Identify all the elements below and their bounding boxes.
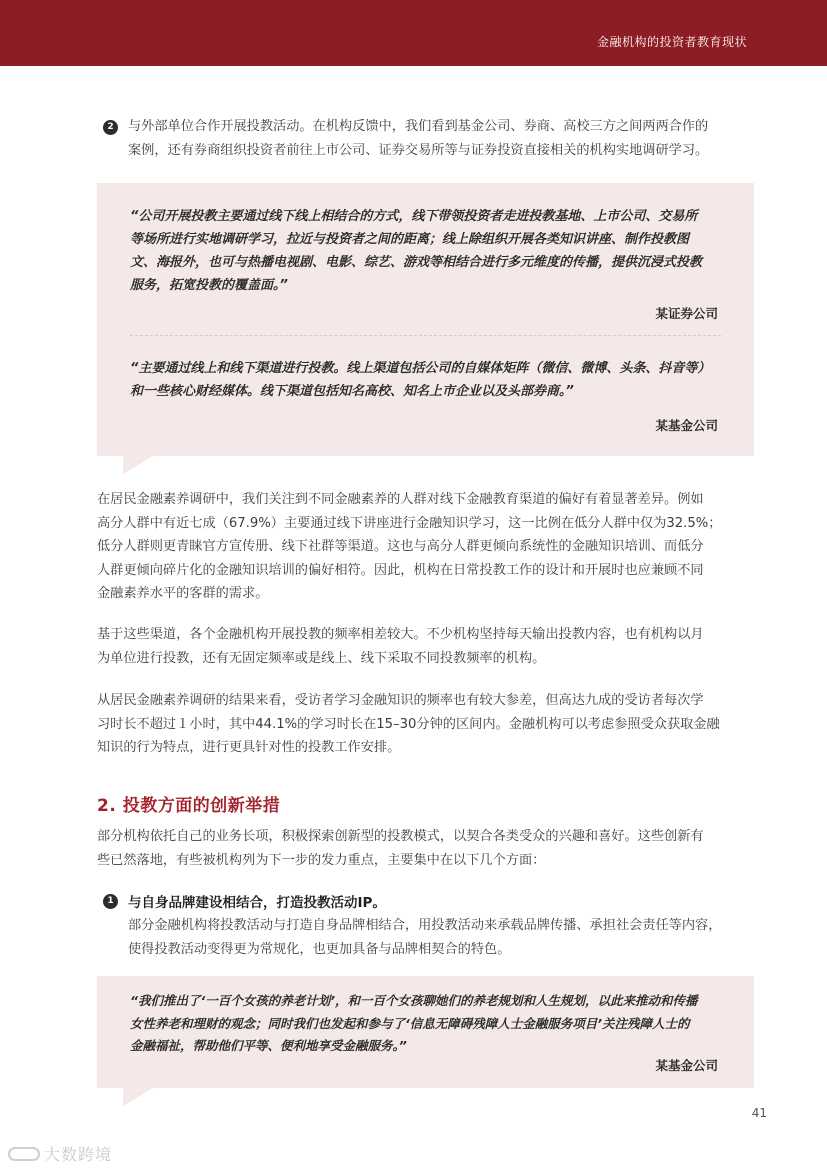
quote-line: 文、海报外，也可与热播电视剧、电影、综艺、游戏等相结合进行多元维度的传播，提供沉浸式投教	[130, 255, 703, 270]
text-line: 高分人群中有近七成（67.9%）主要通过线下讲座进行金融知识学习，这一比例在低分人群中仅为32.5%；	[97, 515, 722, 531]
quote-box	[97, 976, 754, 1088]
paragraph	[97, 623, 757, 670]
item-title: 与自身品牌建设相结合，打造投教活动IP。	[128, 895, 386, 911]
quote-line: “我们推出了‘一百个女孩的养老计划’，和一百个女孩聊她们的养老规划和人生规划，以此来推动和传播	[130, 993, 698, 1008]
header-title: 金融机构的投资者教育现状	[596, 35, 747, 49]
item-number-badge: 1	[103, 894, 118, 909]
text-line: 使得投教活动变得更为常规化，也更加具备与品牌相契合的特色。	[128, 941, 511, 957]
quote-tail	[123, 456, 153, 474]
quote-source: 某基金公司	[655, 1058, 718, 1073]
quote-line: 服务，拓宽投教的覆盖面。”	[130, 278, 288, 293]
item1-text	[128, 914, 758, 961]
quote-line: “主要通过线上和线下渠道进行投教。线上渠道包括公司的自媒体矩阵（微信、微博、头条、抖音等）	[130, 361, 711, 376]
text-line: 为单位进行投教，还有无固定频率或是线上、线下采取不同投教频率的机构。	[97, 650, 546, 666]
quote-line: 和一些核心财经媒体。线下渠道包括知名高校、知名上市企业以及头部券商。”	[130, 384, 574, 399]
quote-divider	[130, 335, 721, 336]
quote-tail	[123, 1088, 153, 1106]
quote-source: 某证券公司	[655, 306, 718, 321]
watermark	[8, 1142, 112, 1165]
text-line: 些已然落地，有些被机构列为下一步的发力重点，主要集中在以下几个方面：	[97, 852, 546, 868]
quote-text	[130, 990, 698, 1058]
text-line: 人群更倾向碎片化的金融知识培训的偏好相符。因此，机构在日常投教工作的设计和开展时也应兼顾不同	[97, 562, 704, 578]
paragraph	[97, 689, 757, 760]
item2-text	[128, 115, 758, 162]
quote-text	[130, 205, 702, 297]
text-line: 案例，还有券商组织投资者前往上市公司、证券交易所等与证券投资直接相关的机构实地调研学习。	[128, 142, 709, 158]
text-line: 知识的行为特点，进行更具针对性的投教工作安排。	[97, 740, 401, 755]
quote-line: “公司开展投教主要通过线下线上相结合的方式，线下带领投资者走进投教基地、上市公司、交易所	[130, 209, 698, 224]
quote-box	[97, 183, 754, 456]
paragraph	[97, 488, 757, 606]
watermark-text: 大数跨境	[44, 1145, 113, 1164]
item-number-badge: 2	[103, 120, 118, 135]
section-heading: 2. 投教方面的创新举措	[97, 796, 281, 816]
quote-line: 女性养老和理财的观念；同时我们也发起和参与了‘信息无障碍残障人士金融服务项目’关注残障人士的	[130, 1015, 690, 1031]
text-line: 金融素养水平的客群的需求。	[97, 586, 269, 601]
quote-text	[130, 357, 710, 403]
quote-line: 金融福祉，帮助他们平等、便利地享受金融服务。”	[130, 1038, 407, 1053]
text-line: 部分机构依托自己的业务长项，积极探索创新型的投教模式，以契合各类受众的兴趣和喜好。这些创新有	[97, 829, 704, 844]
page-number: 41	[751, 1106, 767, 1120]
watermark-logo-icon	[8, 1147, 40, 1161]
quote-source: 某基金公司	[655, 418, 718, 433]
text-line: 在居民金融素养调研中，我们关注到不同金融素养的人群对线下金融教育渠道的偏好有着显著差异。例如	[97, 492, 704, 507]
text-line: 低分人群则更青睐官方宣传册、线下社群等渠道。这也与高分人群更倾向系统性的金融知识培训、而低分	[97, 539, 704, 554]
text-line: 从居民金融素养调研的结果来看，受访者学习金融知识的频率也有较大参差，但高达九成的受访者每次学	[97, 693, 704, 708]
text-line: 基于这些渠道，各个金融机构开展投教的频率相差较大。不少机构坚持每天输出投教内容，也有机构以月	[97, 627, 704, 642]
quote-line: 等场所进行实地调研学习，拉近与投资者之间的距离；线上除组织开展各类知识讲座、制作投教图	[130, 232, 690, 247]
text-line: 习时长不超过１小时，其中44.1%的学习时长在15–30分钟的区间内。金融机构可以考虑参照受众获取金融	[97, 716, 720, 732]
paragraph	[97, 825, 757, 872]
text-line: 部分金融机构将投教活动与打造自身品牌相结合，用投教活动来承载品牌传播、承担社会责任等内容，	[128, 918, 722, 933]
text-line: 与外部单位合作开展投教活动。在机构反馈中，我们看到基金公司、券商、高校三方之间两两合作的	[128, 119, 709, 134]
